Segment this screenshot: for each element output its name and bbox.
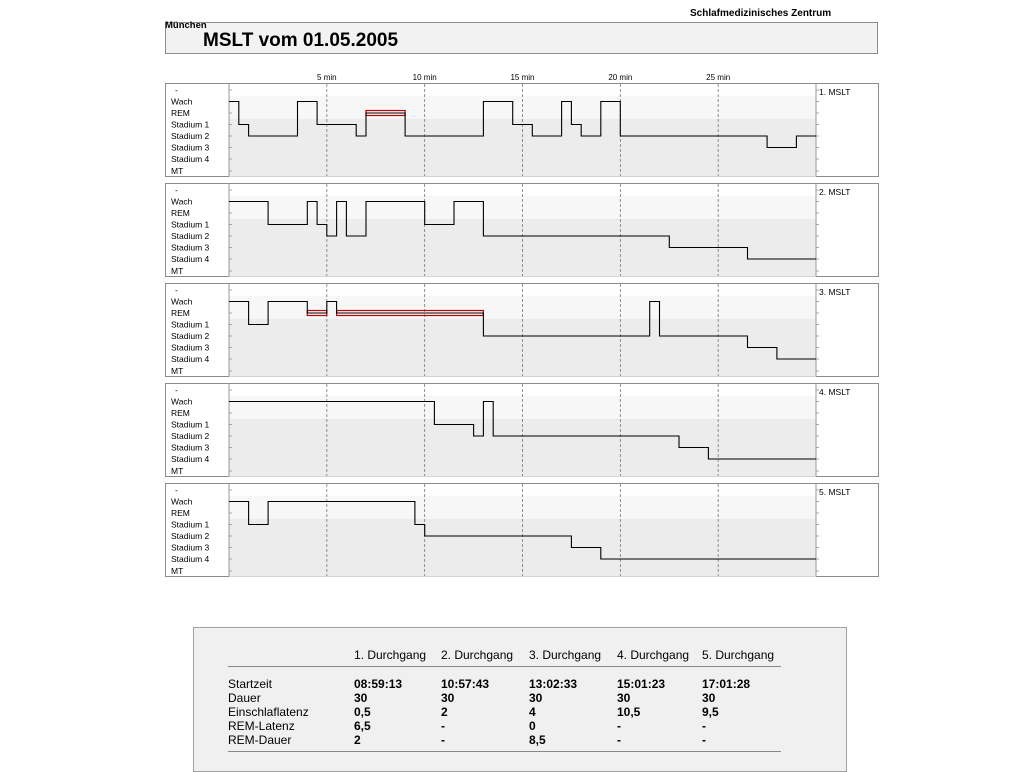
stage-label: Stadium 2: [171, 331, 210, 341]
stage-label: MT: [171, 466, 184, 476]
stage-label: -: [175, 385, 178, 395]
stage-label: Wach: [171, 296, 193, 307]
stage-label: REM: [171, 408, 190, 418]
stage-label: Wach: [171, 196, 193, 207]
stage-label: Stadium 3: [171, 342, 210, 353]
panel-name: 5. MSLT: [819, 487, 851, 497]
stage-label: MT: [171, 366, 184, 376]
stage-label: -: [175, 85, 178, 95]
table-cell: 4: [529, 705, 536, 719]
table-divider: [228, 666, 781, 667]
table-cell: -: [441, 719, 445, 733]
stage-label: Stadium 1: [171, 219, 210, 230]
table-cell: -: [617, 719, 621, 733]
table-cell: 13:02:33: [529, 677, 578, 691]
table-cell: 08:59:13: [354, 677, 403, 691]
stage-label: REM: [171, 108, 190, 118]
stage-label: Stadium 4: [171, 254, 210, 264]
x-tick-label: 20 min: [608, 73, 633, 82]
stage-label: -: [175, 485, 178, 495]
table-cell: 30: [529, 691, 543, 705]
stage-band: [229, 407, 816, 419]
table-cell: 6,5: [354, 719, 371, 733]
table-row-label: Dauer: [228, 691, 261, 705]
table-cell: 30: [702, 691, 716, 705]
table-cell: -: [441, 733, 445, 747]
stage-label: Stadium 2: [171, 231, 210, 241]
table-row-label: Einschlaflatenz: [228, 705, 309, 719]
stage-label: Stadium 4: [171, 454, 210, 464]
table-cell: -: [702, 733, 706, 747]
table-cell: 30: [617, 691, 631, 705]
table-header: 4. Durchgang: [617, 648, 690, 662]
table-header: 1. Durchgang: [354, 648, 427, 662]
table-divider: [228, 751, 781, 752]
table-cell: 2: [441, 705, 448, 719]
stage-label: Stadium 4: [171, 354, 210, 364]
stage-label: Stadium 1: [171, 119, 210, 130]
page-title: MSLT vom 01.05.2005: [203, 30, 399, 51]
table-cell: 10:57:43: [441, 677, 490, 691]
stage-label: Stadium 2: [171, 431, 210, 441]
stage-label: Wach: [171, 396, 193, 407]
x-tick-label: 15 min: [510, 73, 535, 82]
stage-label: Stadium 4: [171, 554, 210, 564]
city-label: München: [165, 20, 207, 31]
stage-label: Stadium 1: [171, 419, 210, 430]
stage-label: Stadium 2: [171, 131, 210, 141]
table-cell: -: [702, 719, 706, 733]
panel-name: 2. MSLT: [819, 187, 851, 197]
stage-label: Stadium 3: [171, 542, 210, 553]
table-cell: 2: [354, 733, 361, 747]
table-cell: -: [617, 733, 621, 747]
table-cell: 9,5: [702, 705, 719, 719]
table-cell: 30: [354, 691, 368, 705]
stage-label: REM: [171, 208, 190, 218]
table-row-label: Startzeit: [228, 677, 273, 691]
table-cell: 17:01:28: [702, 677, 751, 691]
x-tick-label: 10 min: [412, 73, 437, 82]
table-header: 3. Durchgang: [529, 648, 602, 662]
stage-label: Stadium 3: [171, 242, 210, 253]
table-header: 5. Durchgang: [702, 648, 775, 662]
stage-label: MT: [171, 166, 184, 176]
stage-label: Stadium 1: [171, 319, 210, 330]
table-cell: 30: [441, 691, 455, 705]
panel-name: 3. MSLT: [819, 287, 851, 297]
stage-label: -: [175, 285, 178, 295]
table-cell: 15:01:23: [617, 677, 666, 691]
table-header: 2. Durchgang: [441, 648, 514, 662]
table-row-label: REM-Latenz: [228, 719, 295, 733]
stage-label: REM: [171, 308, 190, 318]
stage-label: Wach: [171, 96, 193, 107]
x-tick-label: 25 min: [706, 73, 731, 82]
stage-band: [229, 507, 816, 519]
stage-label: MT: [171, 566, 184, 576]
table-cell: 10,5: [617, 705, 641, 719]
stage-label: Stadium 4: [171, 154, 210, 164]
table-row-label: REM-Dauer: [228, 733, 292, 747]
stage-label: Stadium 1: [171, 519, 210, 530]
stage-label: MT: [171, 266, 184, 276]
institution-label: Schlafmedizinisches Zentrum: [690, 8, 832, 19]
stage-label: Wach: [171, 496, 193, 507]
stage-label: -: [175, 185, 178, 195]
stage-label: Stadium 3: [171, 442, 210, 453]
table-cell: 0,5: [354, 705, 371, 719]
x-tick-label: 5 min: [317, 73, 337, 82]
panel-name: 4. MSLT: [819, 387, 851, 397]
stage-label: Stadium 3: [171, 142, 210, 153]
stage-label: Stadium 2: [171, 531, 210, 541]
table-cell: 8,5: [529, 733, 546, 747]
table-cell: 0: [529, 719, 536, 733]
stage-label: REM: [171, 508, 190, 518]
panel-name: 1. MSLT: [819, 87, 851, 97]
